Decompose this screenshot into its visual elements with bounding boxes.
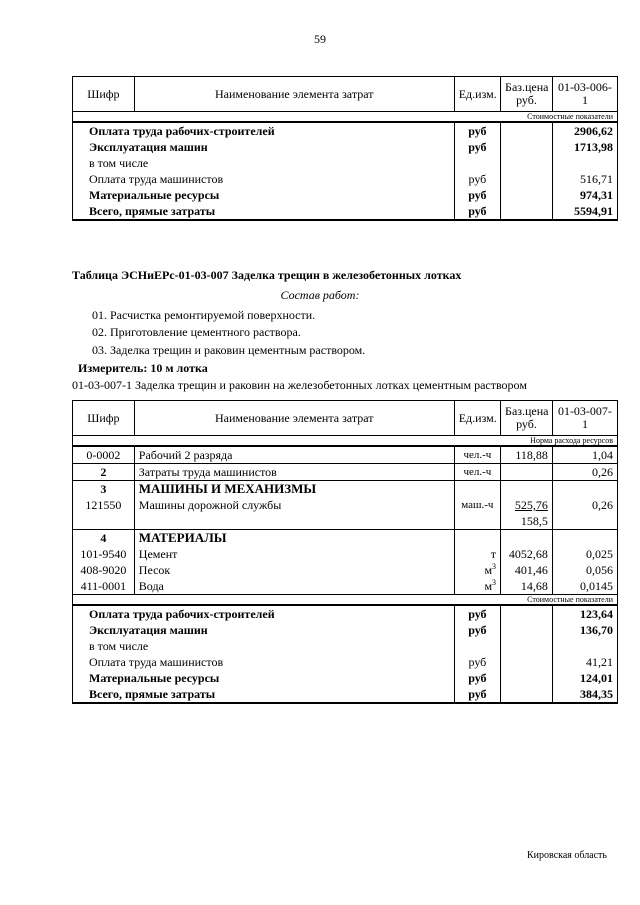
table-row [73, 578, 618, 595]
row-unit: м [484, 579, 493, 593]
resource-table [72, 400, 618, 704]
table-row [73, 203, 618, 220]
row-unit: руб [454, 122, 500, 139]
page-number: 59 [314, 32, 326, 46]
row-value: 974,31 [552, 187, 617, 203]
row-name: Всего, прямые затраты [73, 686, 455, 703]
row-name: Цемент [134, 546, 454, 562]
row-unit: руб [454, 686, 500, 703]
header-base-price: Баз.цена руб. [501, 401, 553, 436]
header-unit: Ед.изм. [454, 77, 500, 112]
row-cipher: 121550 [73, 497, 135, 530]
row-name: Рабочий 2 разряда [134, 446, 454, 464]
row-value: 1,04 [552, 446, 617, 464]
table-row [73, 481, 618, 498]
row-price: 14,68 [501, 578, 553, 595]
header-cipher: Шифр [73, 401, 135, 436]
row-name: Машины дорожной службы [134, 497, 454, 530]
row-value: 516,71 [552, 171, 617, 187]
row-name: Всего, прямые затраты [73, 203, 455, 220]
row-value: 136,70 [552, 622, 617, 638]
work-item: 02. Приготовление цементного раствора. [92, 325, 301, 339]
row-unit: м [484, 563, 493, 577]
row-unit: руб [454, 171, 500, 187]
row-name: Эксплуатация машин [73, 622, 455, 638]
header-cipher: Шифр [73, 77, 135, 112]
section-row [73, 595, 618, 606]
row-unit-cell [454, 578, 500, 595]
row-name: в том числе [73, 638, 455, 654]
row-unit: руб [454, 654, 500, 670]
header-base-price: Баз.цена руб. [501, 77, 553, 112]
header-code: 01-03-006-1 [552, 77, 617, 112]
table-row [73, 546, 618, 562]
row-value: 124,01 [552, 670, 617, 686]
row-value: 1713,98 [552, 139, 617, 155]
table-row [73, 686, 618, 703]
norm-section-label: Норма расхода ресурсов [73, 436, 618, 447]
row-value: 0,0145 [552, 578, 617, 595]
row-cipher: 4 [73, 530, 135, 547]
table-row [73, 187, 618, 203]
cost-section-label: Стоимостные показатели [73, 595, 618, 606]
table-row [73, 622, 618, 638]
row-unit: руб [454, 139, 500, 155]
row-price: 4052,68 [501, 546, 553, 562]
table-row [73, 562, 618, 578]
cost-section-label: Стоимостные показатели [73, 112, 618, 123]
row-unit: маш.-ч [454, 497, 500, 530]
work-title: Состав работ: [280, 288, 360, 302]
table-row [73, 654, 618, 670]
row-unit: руб [454, 670, 500, 686]
row-name: Эксплуатация машин [73, 139, 455, 155]
table-row [73, 638, 618, 654]
table-row [73, 605, 618, 622]
work-item: 03. Заделка трещин и раковин цементным раствором. [92, 343, 366, 357]
table-row [73, 139, 618, 155]
cost-table-1 [72, 76, 618, 221]
row-price-2: 158,5 [520, 514, 548, 528]
row-cipher: 0-0002 [73, 446, 135, 464]
section-row [73, 436, 618, 447]
row-name: Оплата труда машинистов [73, 654, 455, 670]
row-cipher: 3 [73, 481, 135, 498]
row-name: Материальные ресурсы [73, 187, 455, 203]
row-cipher: 2 [73, 464, 135, 481]
footer-region: Кировская область [526, 850, 607, 861]
header-code: 01-03-007-1 [552, 401, 617, 436]
header-name: Наименование элемента затрат [134, 401, 454, 436]
row-value: 0,26 [552, 464, 617, 481]
row-value: 41,21 [552, 654, 617, 670]
table-row [73, 171, 618, 187]
table-header [73, 77, 618, 112]
row-unit: руб [454, 605, 500, 622]
row-unit: руб [454, 187, 500, 203]
header-name: Наименование элемента затрат [134, 77, 454, 112]
row-value: 5594,91 [552, 203, 617, 220]
row-unit: т [454, 546, 500, 562]
row-name: Оплата труда рабочих-строителей [73, 122, 455, 139]
code-line: 01-03-007-1 Заделка трещин и раковин на железобетонных лотках цементным раствором [72, 378, 527, 392]
row-price: 118,88 [501, 446, 553, 464]
row-price: 525,76 [514, 498, 548, 512]
row-cipher: 101-9540 [73, 546, 135, 562]
row-price-cell [501, 497, 553, 530]
header-unit: Ед.изм. [454, 401, 500, 436]
row-value: 123,64 [552, 605, 617, 622]
row-unit-cell [454, 562, 500, 578]
table-row [73, 446, 618, 464]
row-unit: чел.-ч [454, 464, 500, 481]
section-row [73, 112, 618, 123]
row-value: 0,025 [552, 546, 617, 562]
table-row [73, 155, 618, 171]
work-item: 01. Расчистка ремонтируемой поверхности. [92, 308, 316, 322]
row-name: Песок [134, 562, 454, 578]
row-value: 384,35 [552, 686, 617, 703]
row-price: 401,46 [501, 562, 553, 578]
row-name: Вода [134, 578, 454, 595]
row-unit: руб [454, 203, 500, 220]
row-name: в том числе [73, 155, 455, 171]
row-name: МАТЕРИАЛЫ [134, 530, 454, 547]
row-name: Оплата труда машинистов [73, 171, 455, 187]
table-row [73, 497, 618, 530]
row-name: Материальные ресурсы [73, 670, 455, 686]
row-name: Затраты труда машинистов [134, 464, 454, 481]
unit-superscript: 3 [492, 562, 497, 571]
row-cipher: 411-0001 [73, 578, 135, 595]
row-value: 0,26 [552, 497, 617, 530]
row-value: 2906,62 [552, 122, 617, 139]
table-header [73, 401, 618, 436]
table-row [73, 464, 618, 481]
row-name: Оплата труда рабочих-строителей [73, 605, 455, 622]
table-row [73, 670, 618, 686]
table-row [73, 530, 618, 547]
row-value: 0,056 [552, 562, 617, 578]
row-unit: руб [454, 622, 500, 638]
table-row [73, 122, 618, 139]
table-title: Таблица ЭСНиЕРс-01-03-007 Заделка трещин в железобетонных лотках [72, 268, 462, 282]
row-unit: чел.-ч [454, 446, 500, 464]
row-cipher: 408-9020 [73, 562, 135, 578]
meter-label: Измеритель: 10 м лотка [78, 361, 208, 375]
row-name: МАШИНЫ И МЕХАНИЗМЫ [134, 481, 454, 498]
unit-superscript: 3 [492, 578, 497, 587]
